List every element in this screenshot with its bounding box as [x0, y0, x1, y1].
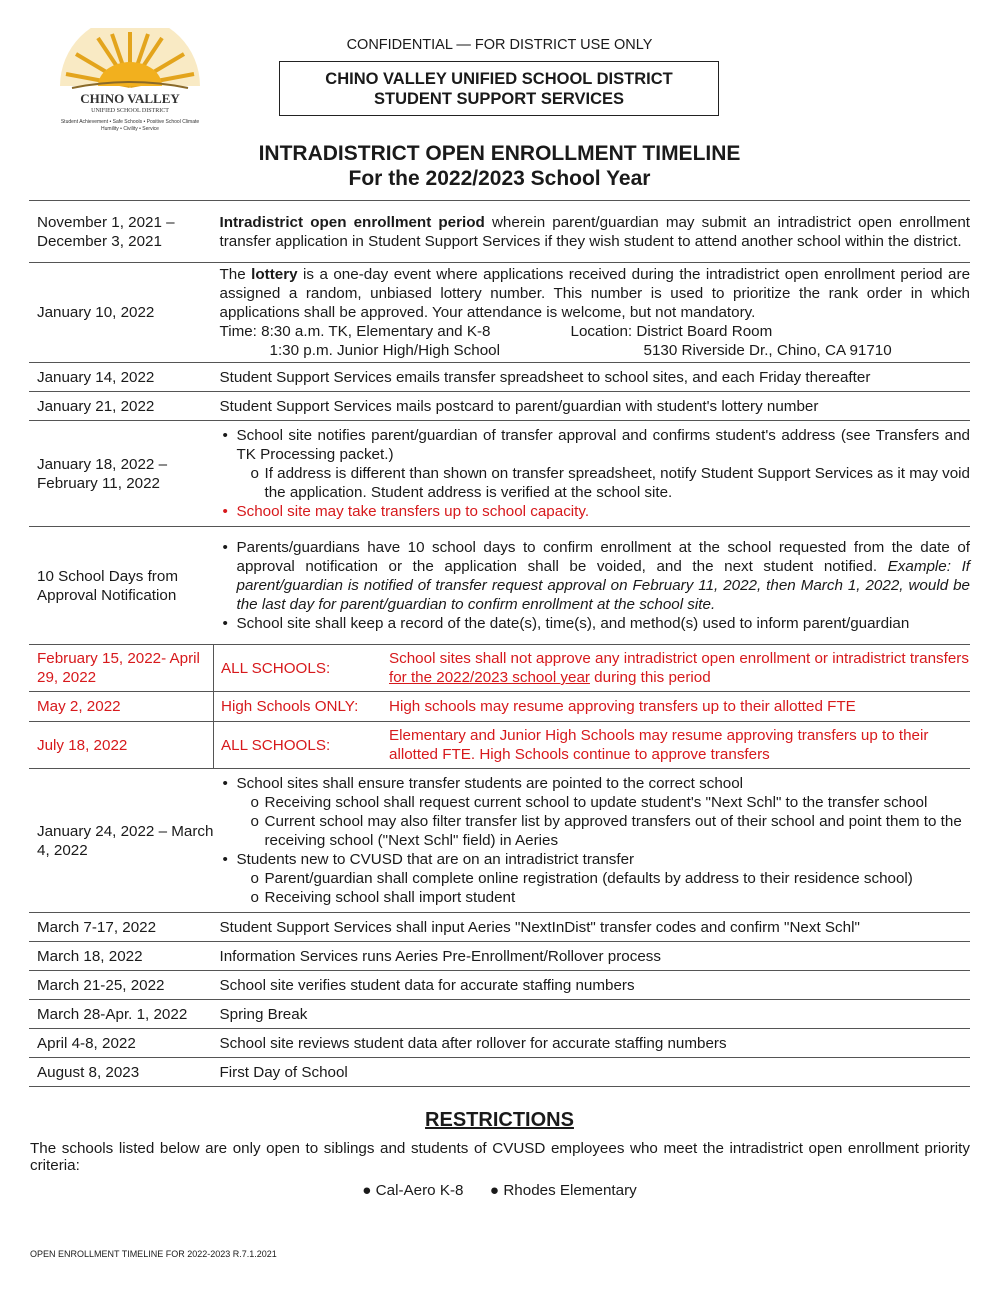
bullet-text: Parents/guardians have 10 school days to confirm enrollment at the school requested from the date of approval notification or the application shall be voided, and the next student notified. — [236, 539, 970, 575]
list-item — [237, 850, 971, 907]
table-row — [29, 363, 970, 392]
logo-tagline-1: Student Achievement • Safe Schools • Positive School Climate — [60, 119, 200, 125]
lottery-time-1: Time: 8:30 a.m. TK, Elementary and K-8 — [219, 323, 491, 340]
row-label: ALL SCHOOLS: — [214, 645, 384, 692]
logo-name: CHINO VALLEY — [80, 91, 180, 106]
table-row — [29, 692, 970, 722]
confidential-notice: CONFIDENTIAL — FOR DISTRICT USE ONLY — [346, 37, 653, 53]
table-row — [29, 1000, 970, 1029]
row-date: March 28-Apr. 1, 2022 — [37, 1005, 188, 1023]
lottery-address: 5130 Riverside Dr., Chino, CA 91710 — [643, 342, 892, 359]
table-row — [29, 263, 970, 363]
school-name: Rhodes Elementary — [503, 1182, 637, 1199]
row-bold: lottery — [251, 266, 298, 283]
row-description: Information Services runs Aeries Pre-Enrollment/Rollover process — [219, 947, 661, 965]
row-date: January 18, 2022 – February 11, 2022 — [37, 455, 168, 492]
table-row — [29, 971, 970, 1000]
row-date: March 21-25, 2022 — [37, 976, 165, 994]
table-row — [29, 1058, 970, 1087]
logo-subname: UNIFIED SCHOOL DISTRICT — [91, 108, 169, 114]
row-description — [214, 421, 971, 527]
example-text: Example: If parent/guardian is notified of transfer request approval on February 11, 2022, then March 1, 2022, would be the last day for parent/guardian to confirm enrollment at the school site. — [236, 558, 971, 613]
row-text: during this period — [589, 669, 711, 686]
row-description: School site verifies student data for accurate staffing numbers — [219, 976, 635, 994]
timeline-table — [29, 200, 970, 1087]
row-description: Elementary and Junior High Schools may resume approving transfers up to their allotted FTE. High Schools continue to approve transfers — [389, 727, 929, 763]
title-line-2: For the 2022/2023 School Year — [348, 167, 651, 190]
district-logo — [38, 28, 220, 140]
row-description: Student Support Services mails postcard to parent/guardian with student's lottery number — [219, 397, 819, 415]
row-date: January 24, 2022 – March 4, 2022 — [37, 822, 214, 859]
row-description — [214, 527, 971, 645]
row-description: First Day of School — [219, 1063, 348, 1081]
row-text: School sites shall not approve any intradistrict open enrollment or intradistrict transfers — [389, 650, 969, 667]
list-item: • School site may take transfers up to school capacity. — [237, 502, 971, 521]
table-row — [29, 942, 970, 971]
row-text: is a one-day event where applications received during the intradistrict open enrollment period are assigned a random, unbiased lottery number. This number is used to prioritize the rank order in which applications shall be approved. Your attendance is welcome, but not mandatory. — [219, 266, 971, 321]
list-item: o Receiving school shall request current school to update student's "Next Schl" to the transfer school — [265, 793, 971, 812]
district-box — [279, 61, 719, 116]
lottery-location: Location: District Board Room — [570, 323, 773, 340]
bullet-text: School site notifies parent/guardian of transfer approval and confirms student's address (see Transfers and TK Processing packet.) — [236, 427, 970, 463]
list-item: o If address is different than shown on transfer spreadsheet, notify Student Support Services as it may void the application. Student address is verified at the school site. — [265, 464, 971, 502]
list-item: • School site shall keep a record of the date(s), time(s), and method(s) used to inform parent/guardian — [237, 614, 971, 633]
row-date: January 21, 2022 — [37, 397, 155, 415]
list-item: o Parent/guardian shall complete online registration (defaults by address to their residence school) — [265, 869, 971, 888]
row-description: Student Support Services shall input Aeries "NextInDist" transfer codes and confirm "Next Schl" — [219, 918, 860, 936]
page-title — [0, 141, 999, 191]
row-text: The — [219, 266, 252, 283]
row-description — [214, 769, 971, 913]
row-date: January 14, 2022 — [37, 368, 155, 386]
row-bold: Intradistrict open enrollment period — [219, 213, 485, 231]
row-date: April 4-8, 2022 — [37, 1034, 136, 1052]
table-row — [29, 392, 970, 421]
row-label: High Schools ONLY: — [214, 692, 384, 722]
table-row — [29, 527, 970, 645]
table-row — [29, 645, 970, 692]
row-description — [214, 263, 971, 363]
table-row — [29, 913, 970, 942]
table-row — [29, 201, 970, 263]
table-row — [29, 722, 970, 769]
bullet-text: Students new to CVUSD that are on an intradistrict transfer — [236, 851, 635, 868]
row-date: November 1, 2021 – December 3, 2021 — [37, 213, 175, 250]
bullet-icon: ● — [489, 1182, 500, 1199]
school-name: Cal-Aero K-8 — [375, 1182, 464, 1199]
row-date: March 7-17, 2022 — [37, 918, 157, 936]
row-description: High schools may resume approving transfers up to their allotted FTE — [389, 698, 856, 715]
table-row — [29, 421, 970, 527]
row-description: Student Support Services emails transfer spreadsheet to school sites, and each Friday thereafter — [219, 368, 871, 386]
row-description: Spring Break — [219, 1005, 308, 1023]
restrictions-heading: RESTRICTIONS — [425, 1109, 574, 1131]
table-row — [29, 769, 970, 913]
row-description — [383, 645, 970, 692]
list-item — [237, 538, 971, 614]
list-item: o Receiving school shall import student — [265, 888, 971, 907]
district-name: CHINO VALLEY UNIFIED SCHOOL DISTRICT — [325, 70, 673, 88]
department-name: STUDENT SUPPORT SERVICES — [374, 90, 624, 108]
row-description: School site reviews student data after rollover for accurate staffing numbers — [219, 1034, 727, 1052]
row-date: July 18, 2022 — [29, 722, 214, 769]
row-text-underlined: for the 2022/2023 school year — [389, 669, 590, 686]
restrictions-text: The schools listed below are only open to siblings and students of CVUSD employees who meet the intradistrict open enrollment priority criteria: — [30, 1140, 970, 1174]
row-date: March 18, 2022 — [37, 947, 143, 965]
list-item — [237, 426, 971, 502]
footer-text: OPEN ENROLLMENT TIMELINE FOR 2022-2023 R.7.1.2021 — [30, 1249, 277, 1259]
title-line-1: INTRADISTRICT OPEN ENROLLMENT TIMELINE — [258, 142, 741, 165]
lottery-time-2: 1:30 p.m. Junior High/High School — [269, 342, 500, 359]
restricted-schools — [0, 1182, 999, 1199]
list-item — [237, 774, 971, 850]
row-date: May 2, 2022 — [29, 692, 214, 722]
row-date: January 10, 2022 — [37, 304, 155, 321]
row-text: wherein parent/guardian may submit an intradistrict open enrollment transfer application in Student Support Services if they wish student to attend another school within the district. — [219, 213, 970, 250]
row-date: 10 School Days from Approval Notification — [37, 567, 178, 604]
bullet-icon: ● — [362, 1182, 372, 1199]
logo-tagline-2: Humility • Civility • Service — [101, 126, 159, 132]
bullet-text: School sites shall ensure transfer students are pointed to the correct school — [236, 775, 744, 792]
row-description — [214, 201, 971, 263]
table-row — [29, 1029, 970, 1058]
sun-rays-icon — [60, 28, 200, 88]
row-label: ALL SCHOOLS: — [214, 722, 384, 769]
row-date: August 8, 2023 — [37, 1063, 140, 1081]
row-date: February 15, 2022- April 29, 2022 — [29, 645, 214, 692]
list-item: o Current school may also filter transfer list by approved transfers out of their school and point them to the receiving school ("Next Schl" field) in Aeries — [265, 812, 971, 850]
